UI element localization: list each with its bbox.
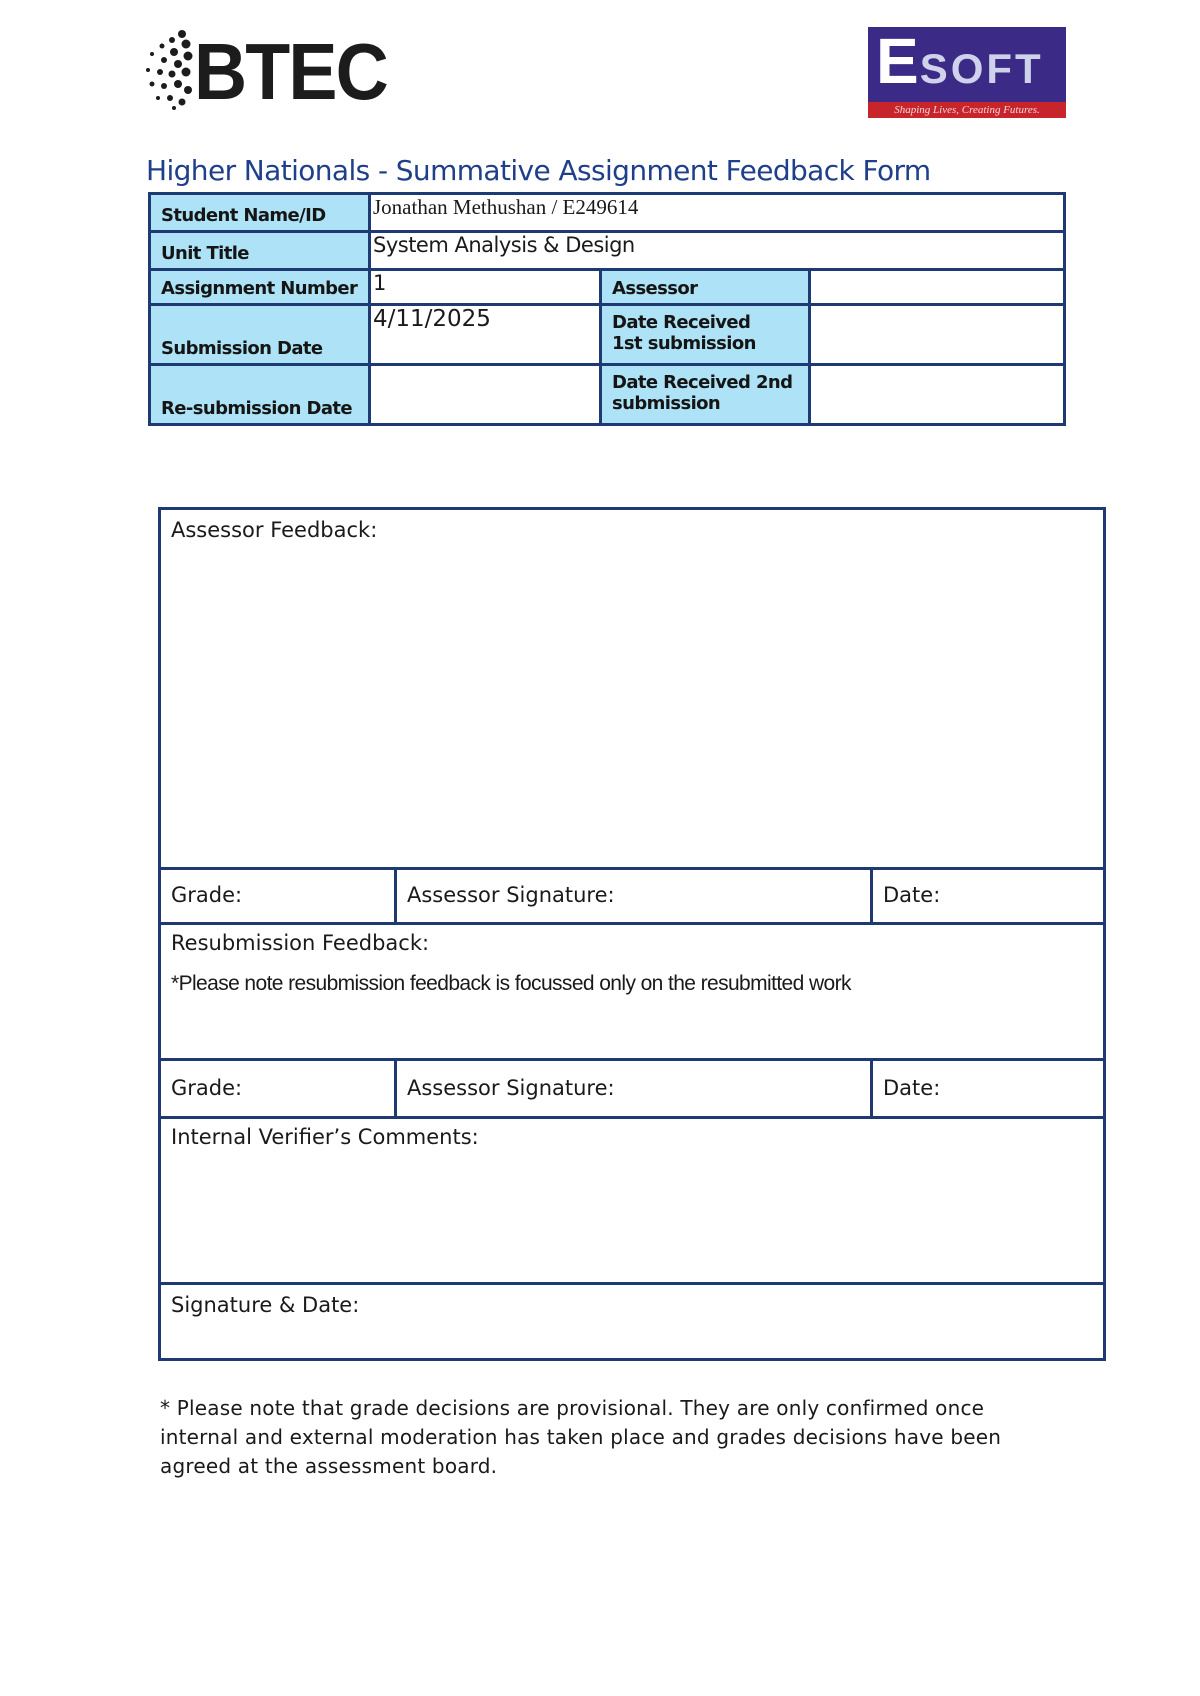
esoft-tagline: Shaping Lives, Creating Futures.: [868, 102, 1066, 118]
esoft-logo: [868, 27, 1066, 118]
provisional-grade-footnote: * Please note that grade decisions are provisional. They are only confirmed once internal and external moderation has taken place and grades decisions have been agreed at the assessment board.: [160, 1396, 1002, 1478]
grade-label-1: Grade:: [171, 883, 243, 907]
grade-row-2: [161, 1061, 1103, 1119]
assessor-feedback-label: Assessor Feedback:: [171, 518, 378, 542]
btec-logo: [144, 26, 394, 116]
assessor-label: Assessor: [601, 270, 810, 305]
feedback-box: [158, 507, 1106, 1361]
form-title: Higher Nationals - Summative Assignment Feedback Form: [146, 154, 931, 187]
date-received-2nd-label: Date Received 2nd submission: [601, 365, 810, 425]
unit-title-label: Unit Title: [150, 232, 370, 270]
resubmission-feedback-section[interactable]: [161, 925, 1103, 1061]
assessor-signature-cell-2[interactable]: [397, 1061, 873, 1116]
date-received-2nd-value[interactable]: [810, 365, 1065, 425]
date-received-1st-value[interactable]: [810, 305, 1065, 365]
internal-verifier-section[interactable]: [161, 1119, 1103, 1285]
internal-verifier-label: Internal Verifier’s Comments:: [171, 1125, 479, 1149]
signature-date-label: Signature & Date:: [171, 1293, 360, 1317]
assessor-value[interactable]: [810, 270, 1065, 305]
submission-info-table: [148, 192, 1066, 426]
grade-cell-2[interactable]: [161, 1061, 397, 1116]
date-cell-2[interactable]: [873, 1061, 1103, 1116]
resubmission-date-value[interactable]: [370, 365, 601, 425]
assessor-signature-label-1: Assessor Signature:: [407, 883, 615, 907]
assessor-signature-label-2: Assessor Signature:: [407, 1076, 615, 1100]
esoft-wordmark: ESOFT: [876, 25, 1044, 97]
grade-label-2: Grade:: [171, 1076, 243, 1100]
date-cell-1[interactable]: [873, 870, 1103, 922]
grade-cell-1[interactable]: [161, 870, 397, 922]
student-name-value[interactable]: Jonathan Methushan / E249614: [370, 194, 1065, 232]
btec-wordmark: BTEC: [194, 27, 387, 116]
date-received-1st-label: Date Received 1st submission: [601, 305, 810, 365]
submission-date-value[interactable]: 4/11/2025: [370, 305, 601, 365]
assessor-feedback-section[interactable]: [161, 510, 1103, 870]
date-label-2: Date:: [883, 1076, 941, 1100]
resubmission-note: *Please note resubmission feedback is focussed only on the resubmitted work: [171, 972, 851, 995]
student-name-label: Student Name/ID: [150, 194, 370, 232]
resubmission-feedback-label: Resubmission Feedback:: [171, 931, 430, 955]
unit-title-value[interactable]: System Analysis & Design: [370, 232, 1065, 270]
grade-row-1: [161, 870, 1103, 925]
resubmission-date-label: Re-submission Date: [150, 365, 370, 425]
signature-date-section[interactable]: [161, 1285, 1103, 1358]
assessor-signature-cell-1[interactable]: [397, 870, 873, 922]
submission-date-label: Submission Date: [150, 305, 370, 365]
assignment-number-value[interactable]: 1: [370, 270, 601, 305]
assignment-number-label: Assignment Number: [150, 270, 370, 305]
btec-dots-icon: [144, 30, 196, 110]
date-label-1: Date:: [883, 883, 941, 907]
